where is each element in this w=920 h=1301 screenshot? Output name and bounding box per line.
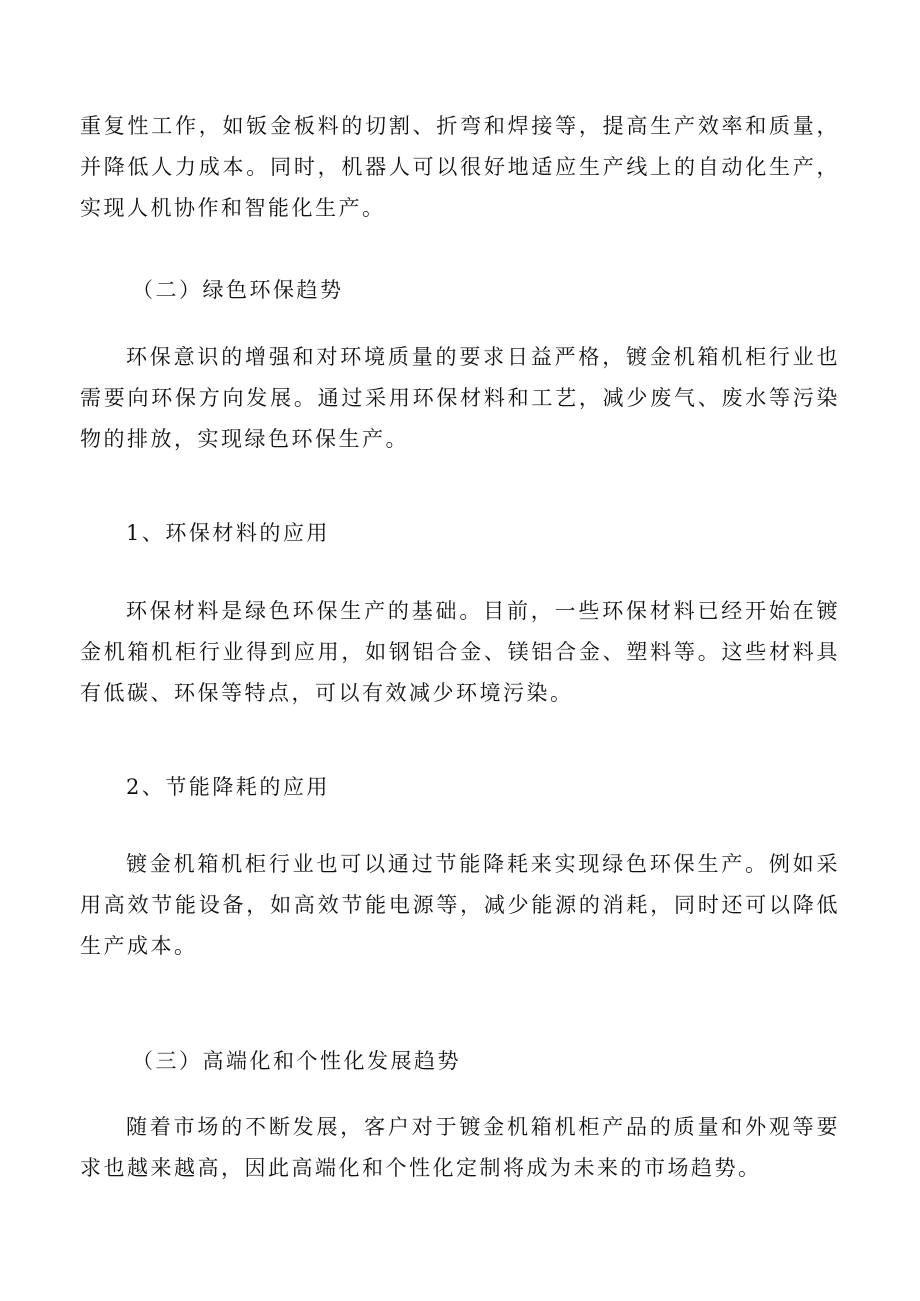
subheading-eco-materials: 1、环保材料的应用 xyxy=(126,521,330,545)
section-heading-highend-trend: （三）高端化和个性化发展趋势 xyxy=(132,1049,461,1073)
subheading-energy-saving: 2、节能降耗的应用 xyxy=(126,775,330,799)
paragraph-robot-automation: 重复性工作，如钣金板料的切割、折弯和焊接等，提高生产效率和质量，并降低人力成本。同时，机器人可以很好地适应生产线上的自动化生产，实现人机协作和智能化生产。 xyxy=(80,114,840,220)
paragraph-energy-saving: 镀金机箱机柜行业也可以通过节能降耗来实现绿色环保生产。例如采用高效节能设备，如高效节能电源等，减少能源的消耗，同时还可以降低生产成本。 xyxy=(80,852,840,958)
paragraph-eco-materials: 环保材料是绿色环保生产的基础。目前，一些环保材料已经开始在镀金机箱机柜行业得到应用，如钢铝合金、镁铝合金、塑料等。这些材料具有低碳、环保等特点，可以有效减少环境污染。 xyxy=(80,599,840,705)
section-heading-green-trend: （二）绿色环保趋势 xyxy=(132,278,344,302)
paragraph-green-environment: 环保意识的增强和对环境质量的要求日益严格，镀金机箱机柜行业也需要向环保方向发展。通过采用环保材料和工艺，减少废气、废水等污染物的排放，实现绿色环保生产。 xyxy=(80,345,840,451)
paragraph-highend-customization: 随着市场的不断发展，客户对于镀金机箱机柜产品的质量和外观等要求也越来越高，因此高端化和个性化定制将成为未来的市场趋势。 xyxy=(80,1115,840,1180)
